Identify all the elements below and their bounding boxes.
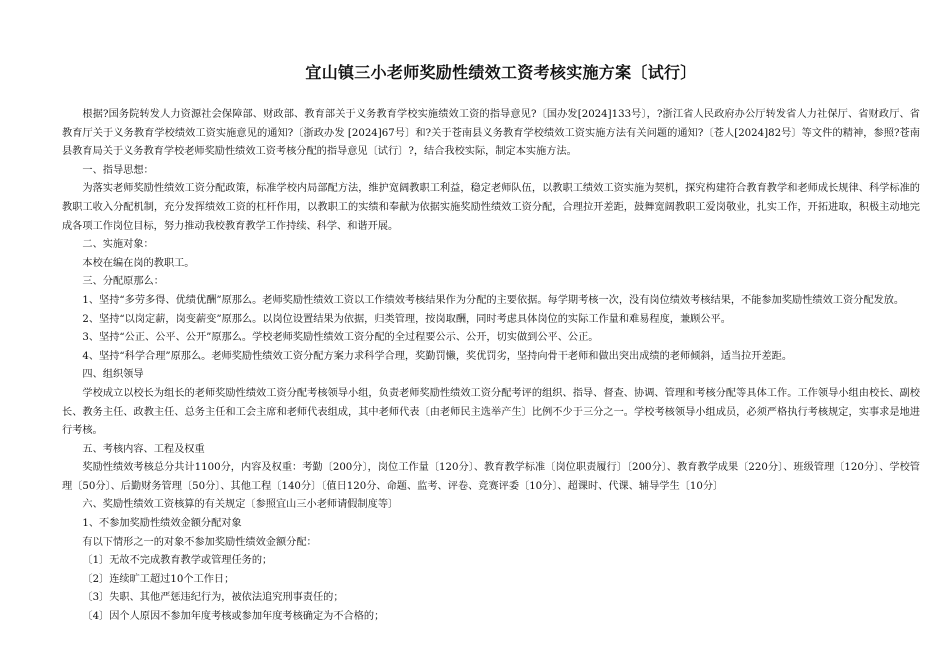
paragraph-organization: 学校成立以校长为组长的老师奖励性绩效工资分配考核领导小组，负责老师奖励性绩效工资分配考评的组织、指导、督查、协调、管理和考核分配等具体工作。工作领导小组由校长、副校长、教务主任、政教主任、总务主任和工会主席和老师代表组成，其中老师代表〔由老师民主选举产生〕比例不少于三分之一。学校考核领导小组成员，必须严格执行考核规定，实事求是地进行考核。 xyxy=(62,387,920,437)
paragraph-intro: 根据?国务院转发人力资源社会保障部、财政部、教育部关于义务教育学校实施绩效工资的指导意见?〔国办发[2024]133号〕，?浙江省人民政府办公厅转发省人力社保厅、省财政厅、省教育厅关于义务教育学校绩效工资实施意见的通知?〔浙政办发 [2024]67号〕和?关于苍南县义务教育学校绩效工资实施方法有关问题的通知?〔苍人[2024]82号〕等文件的精神，参照?苍南县教育局关于义务教育学校老师奖励性绩效工资考核分配的指导意见〔试行〕?，结合我校实际，制定本实施方法。 xyxy=(62,109,920,158)
list-item-excluded-4: 〔4〕因个人原因不参加年度考核或参加年度考核确定为不合格的； xyxy=(82,611,385,623)
paragraph-guiding-ideology: 为落实老师奖励性绩效工资分配政策，标准学校内局部配方法，维护宽阔教职工利益，稳定老师队伍，以教职工绩效工资实施为契机，探究构建符合教育教学和老师成长规律、科学标准的教职工收入分配机制，充分发挥绩效工资的杠杆作用，以教职工的实绩和奉献为依据实施奖励性绩效工资分配，合理拉开差距，鼓舞宽阔教职工爱岗敬业，扎实工作，开拓进取，积极主动地完成各项工作岗位目标，努力推动我校教育教学工作持续、科学、和谐开展。 xyxy=(62,183,920,232)
heading-distribution-principles: 三、分配原那么： xyxy=(82,276,164,288)
document-page xyxy=(62,60,920,627)
heading-assessment-content: 五、考核内容、工程及权重 xyxy=(82,443,205,455)
paragraph-principle-4: 4、坚持“科学合理”原那么。老师奖励性绩效工资分配方案力求科学合理，奖勤罚懒，奖优罚劣，坚持向骨干老师和做出突出成绩的老师倾斜，适当拉开差距。 xyxy=(82,350,793,362)
document-body xyxy=(62,106,920,627)
subheading-excluded-targets: 1、不参加奖励性绩效金额分配对象 xyxy=(82,518,242,530)
heading-guiding-ideology: 一、指导思想： xyxy=(82,164,154,176)
heading-calculation-rules: 六、奖励性绩效工资核算的有关规定〔参照宜山三小老师请假制度等〕 xyxy=(82,499,399,511)
paragraph-excluded-intro: 有以下情形之一的对象不参加奖励性绩效金额分配： xyxy=(82,536,317,548)
list-item-excluded-1: 〔1〕无故不完成教育教学或管理任务的； xyxy=(82,555,273,567)
paragraph-principle-2: 2、坚持“以岗定薪，岗变薪变”原那么。以岗位设置结果为依据，归类管理，按岗取酬，同时考虑具体岗位的实际工作量和难易程度，兼顾公平。 xyxy=(82,313,731,325)
heading-organization: 四、组织领导 xyxy=(82,369,144,381)
document-title: 宜山镇三小老师奖励性绩效工资考核实施方案〔试行〕 xyxy=(305,63,697,82)
paragraph-principle-1: 1、坚持“多劳多得、优绩优酬”原那么。老师奖励性绩效工资以工作绩效考核结果作为分配的主要依据。每学期考核一次，没有岗位绩效考核结果，不能参加奖励性绩效工资分配发放。 xyxy=(82,294,905,306)
paragraph-assessment-content: 奖励性绩效考核总分共计1100分，内容及权重：考勤〔200分〕，岗位工作量〔120分〕、教育教学标准〔岗位职责履行〕〔200分〕、教育教学成果〔220分〕、班级管理〔120分〕、学校管理〔50分〕、后勤财务管理〔50分〕、其他工程〔140分〕〔值日120分、命题、监考、评卷、竞赛评委〔10分〕、超课时、代课、辅导学生〔10分〕 xyxy=(62,462,920,492)
heading-implementation-target: 二、实施对象： xyxy=(82,239,154,251)
paragraph-implementation-target: 本校在编在岗的教职工。 xyxy=(82,257,195,269)
list-item-excluded-3: 〔3〕失职、其他严惩违纪行为，被依法追究刑事责任的； xyxy=(82,592,344,604)
paragraph-principle-3: 3、坚持“公正、公平、公开”原那么。学校老师奖励性绩效工资分配的全过程要公示、公开，切实做到公平、公正。 xyxy=(82,332,599,344)
list-item-excluded-2: 〔2〕连续旷工超过10个工作日； xyxy=(82,573,235,585)
